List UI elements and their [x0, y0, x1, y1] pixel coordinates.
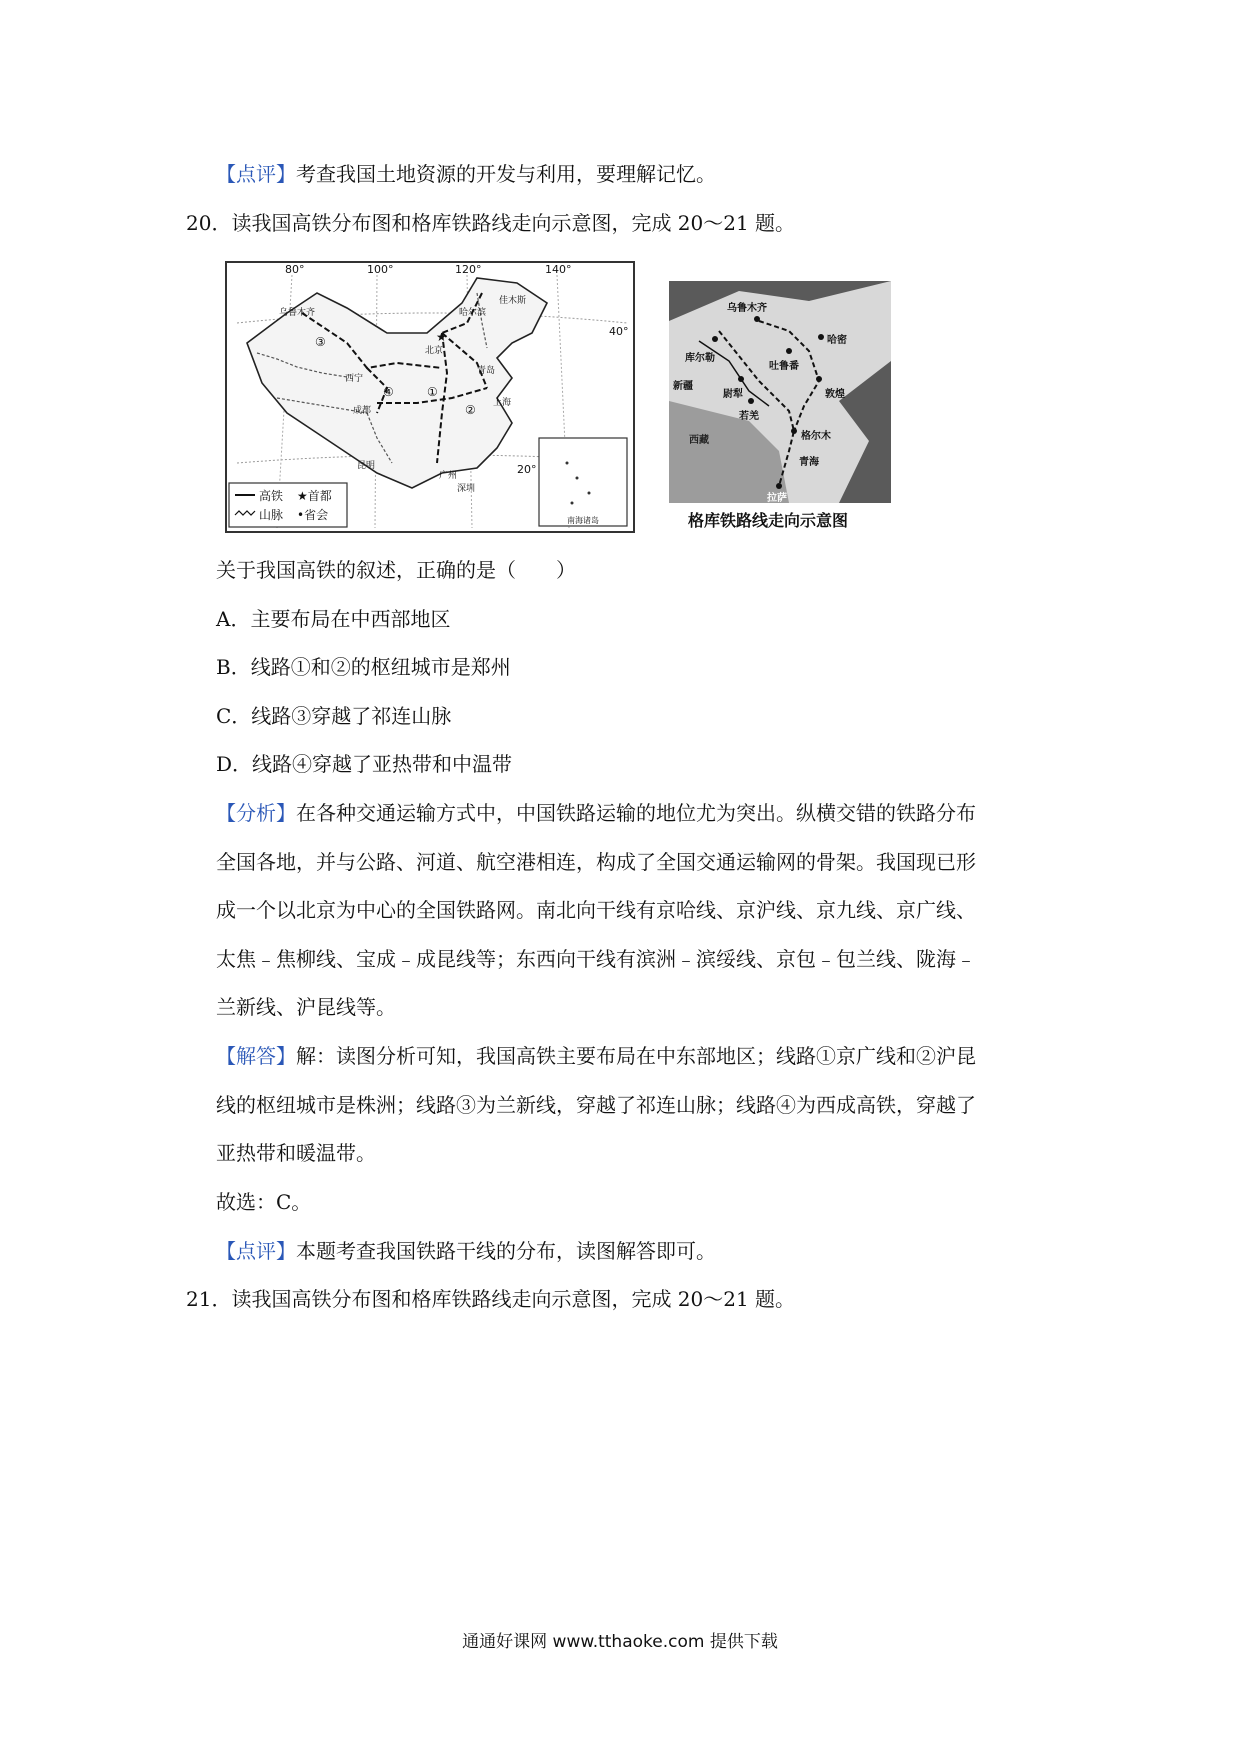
place-label: 乌鲁木齐	[727, 303, 767, 314]
question-20-title: 20．读我国高铁分布图和格库铁路线走向示意图，完成 20～21 题。	[186, 211, 796, 235]
option-c: C．线路③穿越了祁连山脉	[216, 704, 452, 728]
place-label: 尉犁	[723, 389, 743, 400]
lon-label: 100°	[367, 263, 394, 276]
city-label: 佳木斯	[499, 296, 527, 306]
place-label: 青海	[799, 457, 819, 468]
route-label: ④	[383, 385, 394, 399]
lon-label: 80°	[285, 263, 305, 276]
city-label: 深圳	[457, 484, 476, 494]
legend-label-capital-city: •省会	[297, 508, 329, 522]
answer-line-2: 线的枢纽城市是株洲；线路③为兰新线，穿越了祁连山脉；线路④为西成高铁，穿越了	[216, 1093, 976, 1117]
question-21-title: 21．读我国高铁分布图和格库铁路线走向示意图，完成 20～21 题。	[186, 1287, 796, 1311]
place-label: 敦煌	[825, 389, 845, 400]
analysis-line-3: 成一个以北京为中心的全国铁路网。南北向干线有京哈线、京沪线、京九线、京广线、	[216, 898, 976, 922]
place-label: 新疆	[673, 381, 693, 392]
place-label: 拉萨	[767, 493, 787, 503]
city-label: 北京	[425, 346, 444, 356]
geku-map-caption: 格库铁路线走向示意图	[688, 511, 849, 530]
city-label: 哈尔滨	[459, 308, 487, 318]
analysis-line-1: 【分析】在各种交通运输方式中，中国铁路运输的地位尤为突出。纵横交错的铁路分布	[216, 801, 976, 825]
capital-star-icon: ★	[436, 330, 447, 344]
final-choice: 故选：C。	[216, 1190, 312, 1214]
place-label: 哈密	[827, 335, 847, 346]
city-label: 上海	[493, 398, 512, 408]
place-label: 西藏	[689, 435, 709, 446]
comment-top	[216, 160, 716, 188]
legend-label-rail: 高铁	[259, 489, 284, 503]
place-label: 吐鲁番	[769, 361, 799, 372]
city-label: 乌鲁木齐	[279, 308, 316, 318]
comment-tag: 【点评】	[216, 1239, 296, 1263]
lat-label: 20°	[517, 463, 537, 476]
option-d: D．线路④穿越了亚热带和中温带	[216, 752, 513, 776]
comment-tag: 【点评】	[216, 162, 296, 186]
analysis-line-2: 全国各地，并与公路、河道、航空港相连，构成了全国交通运输网的骨架。我国现已形	[216, 850, 976, 874]
route-label: ②	[465, 403, 476, 417]
place-label: 格尔木	[801, 431, 831, 442]
city-label: 成都	[353, 406, 372, 416]
city-label: 青岛	[477, 366, 496, 376]
geku-railway-map	[669, 281, 891, 503]
route-label: ①	[427, 385, 438, 399]
inset-label: 南海诸岛	[567, 516, 599, 525]
analysis-line-5: 兰新线、沪昆线等。	[216, 995, 396, 1019]
question-20-stem: 关于我国高铁的叙述，正确的是（ ）	[216, 558, 576, 582]
legend-label-capital: ★首都	[297, 489, 332, 503]
comment-text: 考查我国土地资源的开发与利用，要理解记忆。	[296, 162, 716, 186]
answer-line-1: 【解答】解：读图分析可知，我国高铁主要布局在中东部地区；线路①京广线和②沪昆	[216, 1044, 976, 1068]
lat-label: 40°	[609, 325, 629, 338]
page-footer: 通通好课网 www.tthaoke.com 提供下载	[462, 1632, 778, 1652]
city-label: 西宁	[345, 374, 364, 384]
legend-label-mountain: 山脉	[259, 508, 284, 522]
lon-label: 120°	[455, 263, 482, 276]
place-label: 若羌	[739, 411, 759, 422]
comment-bottom: 【点评】本题考查我国铁路干线的分布，读图解答即可。	[216, 1239, 716, 1263]
answer-tag: 【解答】	[216, 1044, 296, 1068]
answer-line-3: 亚热带和暖温带。	[216, 1141, 376, 1165]
place-label: 库尔勒	[685, 353, 715, 364]
city-label: 昆明	[357, 461, 376, 471]
city-label: 广州	[439, 471, 458, 481]
route-label: ③	[315, 335, 326, 349]
analysis-line-4: 太焦﹣焦柳线、宝成﹣成昆线等；东西向干线有滨洲﹣滨绥线、京包﹣包兰线、陇海﹣	[216, 947, 976, 971]
lon-label: 140°	[545, 263, 572, 276]
analysis-tag: 【分析】	[216, 801, 296, 825]
option-b: B．线路①和②的枢纽城市是郑州	[216, 655, 511, 679]
option-a: A．主要布局在中西部地区	[216, 607, 451, 631]
china-rail-map	[225, 261, 635, 533]
